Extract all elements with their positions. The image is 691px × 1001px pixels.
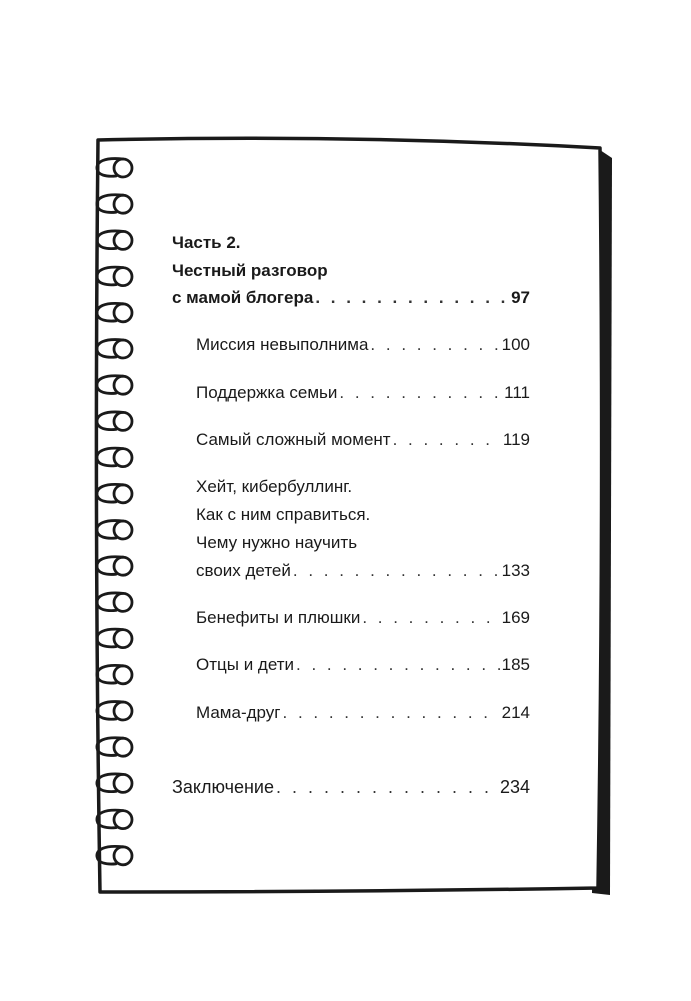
dot-leader xyxy=(362,605,499,630)
entry-title: своих детей xyxy=(196,561,291,580)
dot-leader xyxy=(293,558,500,583)
dot-leader xyxy=(339,380,502,405)
toc-entry xyxy=(196,605,530,630)
part-heading-line-1: Часть 2. xyxy=(172,233,241,252)
entry-title-line: Чему нужно научить xyxy=(196,533,358,552)
page-number: 133 xyxy=(501,561,530,580)
dot-leader xyxy=(296,652,500,677)
dot-leader xyxy=(393,427,501,452)
page-number: 214 xyxy=(501,703,530,722)
dot-leader xyxy=(370,332,499,357)
entry-title: Мама-друг xyxy=(196,703,281,722)
toc-entry xyxy=(196,332,530,357)
dot-leader xyxy=(276,775,498,800)
page-number: 100 xyxy=(501,335,530,354)
part-heading-line-3: с мамой блогера xyxy=(172,288,314,307)
dot-leader xyxy=(283,700,500,725)
page-number: 234 xyxy=(499,777,530,797)
entry-title: Заключение xyxy=(172,777,274,797)
page-number: 185 xyxy=(501,655,530,674)
page-number: 111 xyxy=(504,383,530,402)
page-number: 169 xyxy=(501,608,530,627)
part-heading-entry xyxy=(172,285,530,310)
entry-title: Поддержка семьи xyxy=(196,383,338,402)
entry-title: Самый сложный момент xyxy=(196,430,391,449)
toc-entry xyxy=(196,558,530,583)
entry-title-line: Как с ним справиться. xyxy=(196,505,371,524)
page-number: 97 xyxy=(511,288,530,307)
entry-title: Миссия невыполнима xyxy=(196,335,369,354)
toc-entry xyxy=(196,380,530,405)
part-heading-line-2: Честный разговор xyxy=(172,261,328,280)
dot-leader xyxy=(315,285,509,310)
page-number: 119 xyxy=(502,430,530,449)
entry-title-line: Хейт, кибербуллинг. xyxy=(196,477,353,496)
toc-entry xyxy=(196,700,530,725)
entry-title: Бенефиты и плюшки xyxy=(196,608,361,627)
toc-entry xyxy=(196,652,530,677)
entry-title: Отцы и дети xyxy=(196,655,294,674)
toc-entry xyxy=(196,427,530,452)
conclusion-entry xyxy=(172,775,530,800)
